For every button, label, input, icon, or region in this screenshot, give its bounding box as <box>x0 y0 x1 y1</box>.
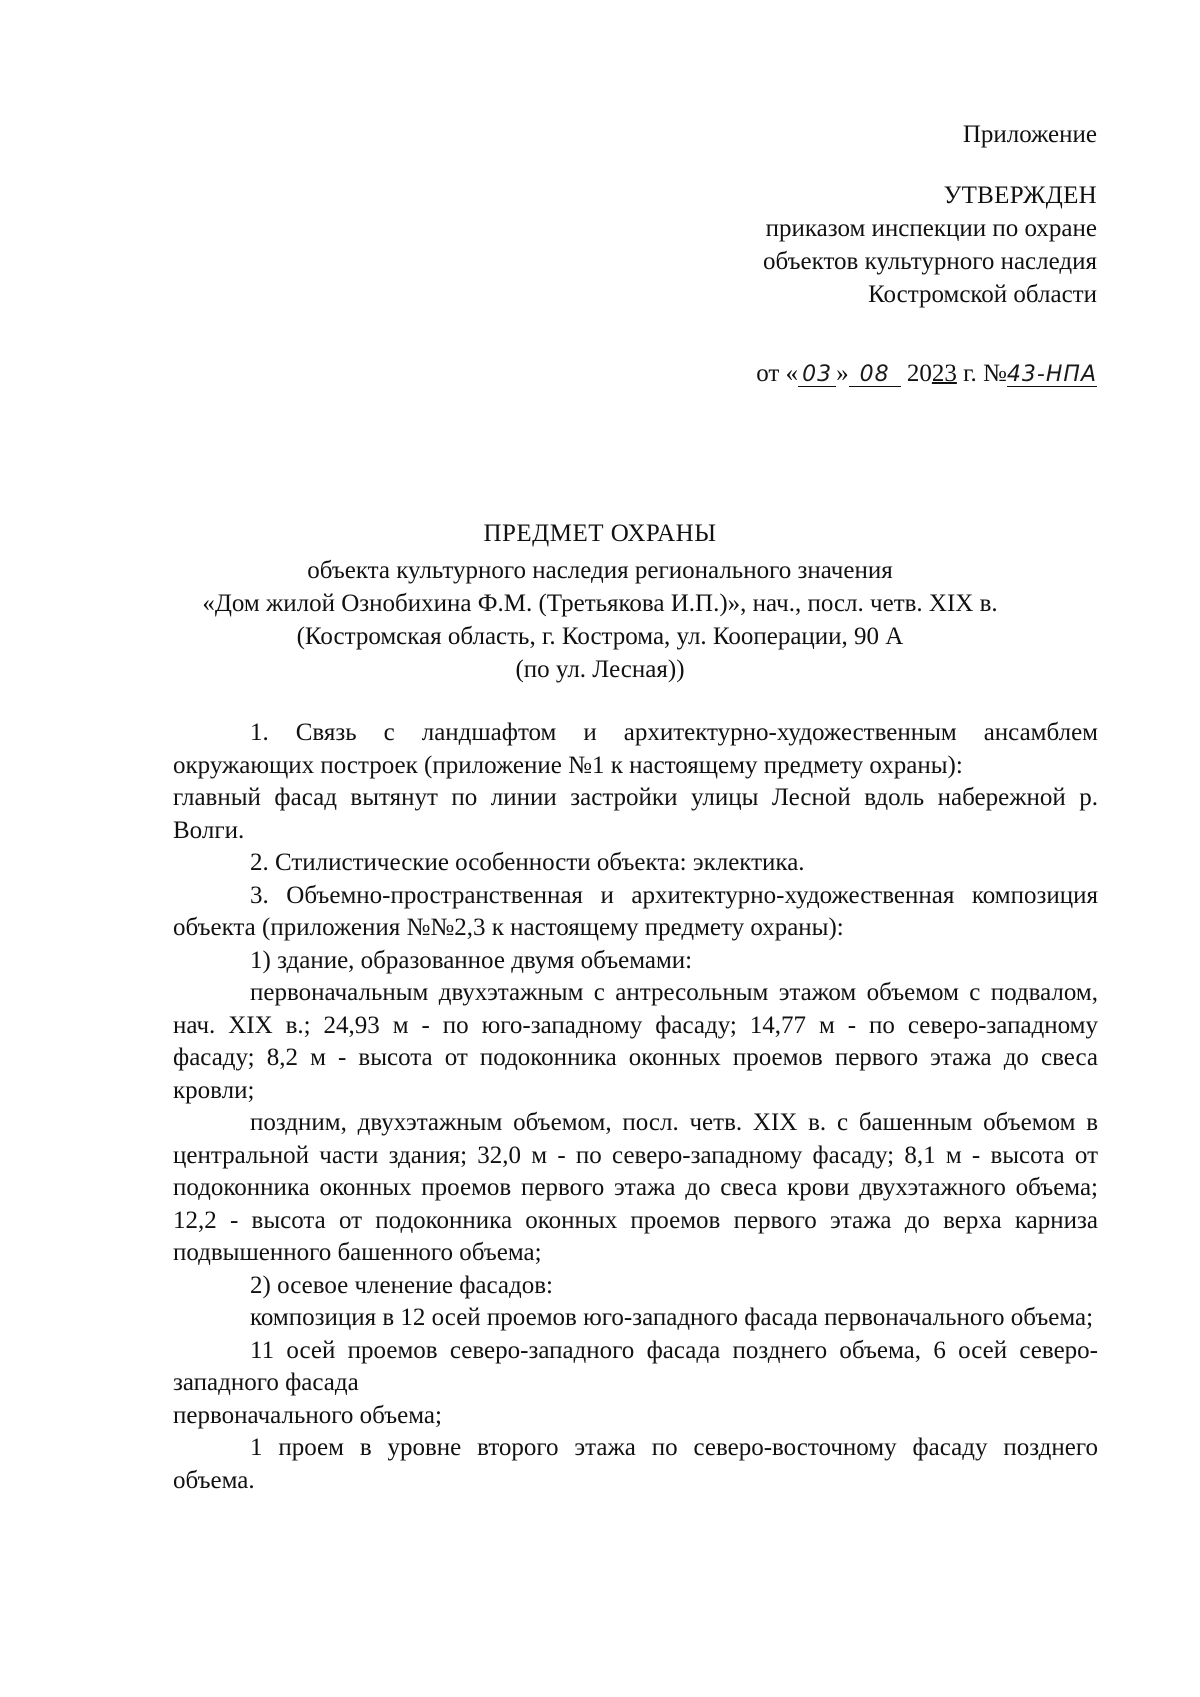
date-year-head: 20 <box>900 360 932 387</box>
paragraph-9b: первоначального объема; <box>173 1401 442 1429</box>
heading-line-1: объекта культурного наследия регионального значения <box>307 557 893 584</box>
handwritten-day: 03 <box>798 364 836 387</box>
heading-line-2: «Дом жилой Ознобихина Ф.М. (Третьякова И.П.)», нач., посл. четв. XIX в. <box>202 590 998 617</box>
paragraph-2: 2. Стилистические особенности объекта: эклектика. <box>250 849 805 876</box>
order-line-3: Костромской области <box>868 281 1097 308</box>
date-suffix: г. № <box>956 360 1007 387</box>
paragraph-8: композиция в 12 осей проемов юго-западного фасада первоначального объема; <box>250 1304 1094 1331</box>
paragraph-10: 1 проем в уровне второго этажа по северо-восточному фасаду позднего объема. <box>173 1434 1098 1494</box>
document-body <box>173 717 1098 1497</box>
paragraph-7: 2) осевое членение фасадов: <box>250 1271 553 1299</box>
paragraph-6: поздним, двухэтажным объемом, посл. четв. XIX в. с башенным объемом в центральной части здания; 32,0 м - по северо-западному фасаду; 8,1 м - высота от подоконника оконных проемов первого этажа до свеса крови двухэтажного объема; 12,2 - высота от подоконника оконных проемов первого этажа до верха карниза подвышенного башенного объема; <box>173 1109 1098 1266</box>
heading-line-4: (по ул. Лесная)) <box>515 656 685 683</box>
date-prefix: от « <box>756 360 799 387</box>
order-line-1: приказом инспекции по охране <box>765 215 1097 242</box>
handwritten-month: 08 <box>849 364 901 387</box>
paragraph-4: 1) здание, образованное двумя объемами: <box>250 946 693 974</box>
paragraph-1b: главный фасад вытянут по линии застройки улицы Лесной вдоль набережной р. Волги. <box>173 784 1098 844</box>
appendix-label: Приложение <box>962 121 1097 148</box>
heading-line-3: (Костромская область, г. Кострома, ул. Кооперации, 90 А <box>296 623 904 650</box>
date-year-tail: 23 <box>931 360 957 387</box>
document-title: ПРЕДМЕТ ОХРАНЫ <box>483 520 717 547</box>
order-date-line <box>756 357 1097 390</box>
document-heading <box>0 517 1200 686</box>
approval-block <box>577 118 1097 311</box>
handwritten-order-number: 43-НПА <box>1006 362 1097 387</box>
order-line-2: объектов культурного наследия <box>763 248 1097 275</box>
paragraph-9a: 11 осей проемов северо-западного фасада позднего объема, 6 осей северо-западного фасада <box>173 1336 1098 1396</box>
paragraph-5: первоначальным двухэтажным с антресольным этажом объемом с подвалом, нач. XIX в.; 24,93 м - по юго-западному фасаду; 14,77 м - по северо-западному фасаду; 8,2 м - высота от подоконника оконных проемов первого этажа до свеса кровли; <box>173 979 1098 1104</box>
paragraph-3: 3. Объемно-пространственная и архитектурно-художественная композиция объекта (приложения №№2,3 к настоящему предмету охраны): <box>173 881 1098 941</box>
paragraph-1: 1. Связь с ландшафтом и архитектурно-художественным ансамблем окружающих построек (приложение №1 к настоящему предмету охраны): <box>173 719 1098 779</box>
approved-title: УТВЕРЖДЕН <box>943 182 1097 209</box>
date-mid: » <box>836 360 849 387</box>
